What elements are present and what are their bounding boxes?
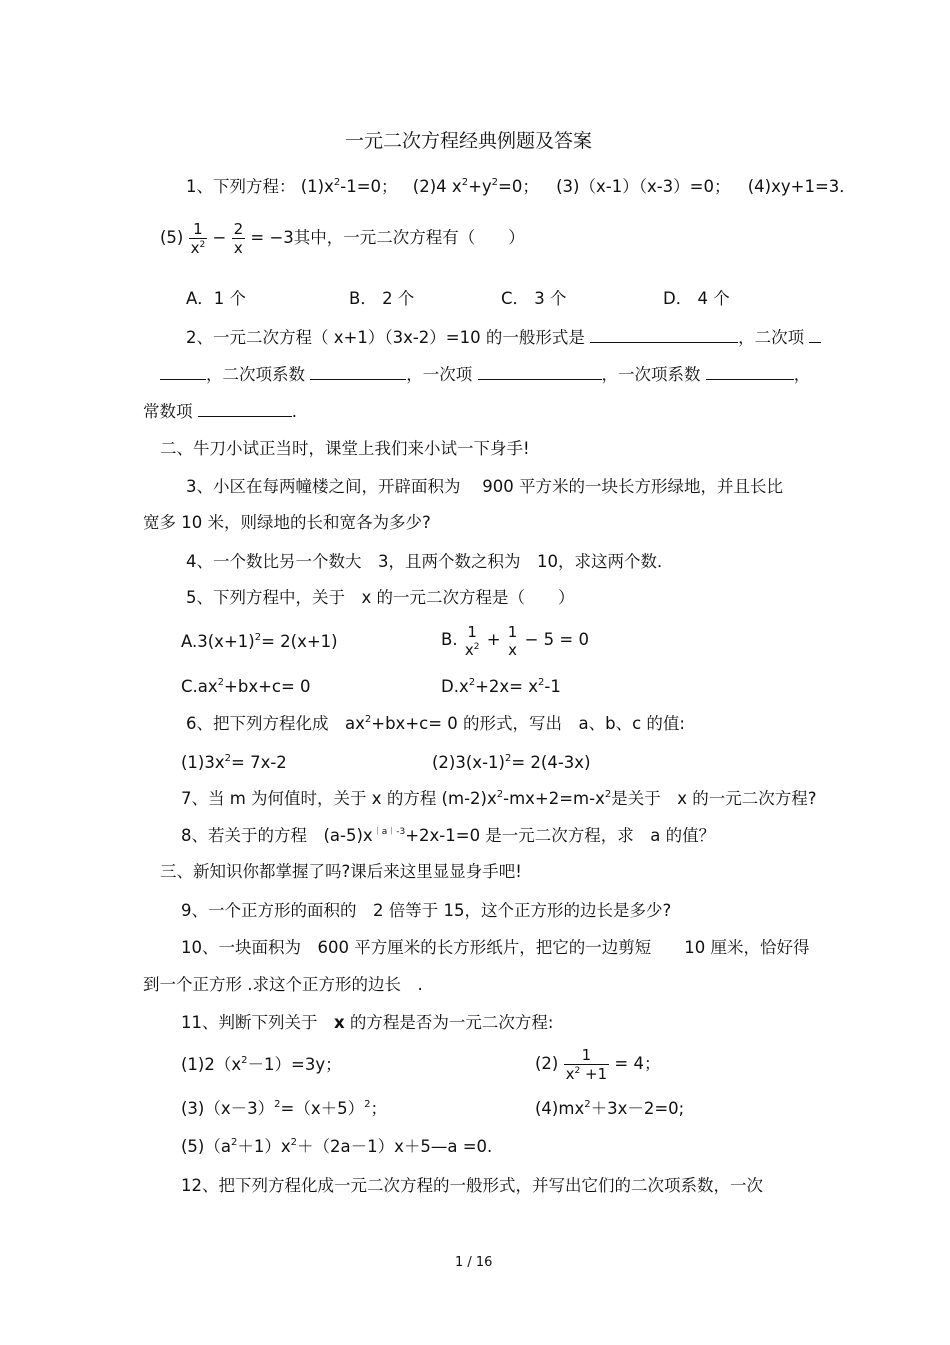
q11-part3: $(3)(x-3)^2=(x+5)^2$；: [181, 1099, 387, 1118]
q1-eq2: (2)4 $x^2+y^2=0$；: [412, 177, 539, 196]
q2-line3: 常数项 .: [143, 402, 297, 421]
option-a: A．1 个: [186, 289, 247, 308]
q6-part2: $(2)3(x-1)^2= 2(4-3x)$: [432, 753, 591, 772]
q1-line1: [186, 176, 856, 198]
q2-line2: ，二次项系数 ，一次项 ，一次项系数 ，: [160, 364, 810, 386]
q1-options: [186, 288, 730, 310]
q1-eq4: (4)xy+1=3．: [747, 177, 856, 196]
q11-part1: $(1)2(x^2-1)=3y$；: [181, 1055, 342, 1074]
fraction-1-over-x: 1 x: [507, 622, 518, 659]
page-title: 一元二次方程经典例题及答案: [345, 130, 593, 152]
q2-line1: 2、一元二次方程（ x+1）（3x-2）=10 的一般形式是 ，二次项: [186, 327, 821, 349]
q5-option-c: $C.ax^2+bx+c= 0$: [181, 677, 311, 696]
answer-blank[interactable]: [809, 328, 821, 343]
q9: 9、一个正方形的面积的 2 倍等于 15，这个正方形的边长是多少?: [181, 901, 672, 920]
answer-blank[interactable]: [160, 365, 206, 380]
option-c: C． 3 个: [501, 289, 567, 308]
answer-blank[interactable]: [478, 365, 602, 380]
fraction-2-over-x: $\frac{2}{x}$: [233, 220, 244, 257]
answer-blank[interactable]: [198, 402, 292, 417]
q5-option-b: B. 1 $x^2$ + 1 x − 5 = 0: [441, 622, 589, 659]
answer-blank[interactable]: [590, 328, 738, 343]
q11-part4: $(4)mx^2+3x-2=0$;: [535, 1099, 685, 1118]
q11-part2: (2) $\frac{1}{x^2 +1}$ = 4；: [535, 1046, 661, 1083]
answer-blank[interactable]: [310, 365, 406, 380]
q11-stem: 11、判断下列关于 x 的方程是否为一元二次方程:: [181, 1013, 554, 1032]
section-heading-2: 二、牛刀小试正当时，课堂上我们来小试一下身手!: [160, 439, 530, 458]
q6-part1: $(1)3x^2= 7x-2$: [181, 753, 287, 772]
option-d: D． 4 个: [663, 289, 730, 308]
section-heading-3: 三、新知识你都掌握了吗?课后来这里显显身手吧!: [160, 862, 522, 881]
q4: 4、一个数比另一个数大 3，且两个数之积为 10，求这两个数．: [186, 552, 674, 571]
q1-eq3: (3)（x-1）（x-3）=0；: [556, 177, 731, 196]
q3-line2: 宽多 10 米，则绿地的长和宽各为多少?: [143, 513, 431, 532]
q1-eq1: $(1)x^2-1=0$；: [300, 177, 398, 196]
q5-option-a: $A.3(x+1)^2= 2(x+1)$: [181, 632, 338, 651]
q10-line2: 到一个正方形 .求这个正方形的边长 .: [143, 975, 423, 994]
q11-part5: $(5)(a^2+1)x^2+(2a-1)x+5—a =0$.: [181, 1137, 493, 1156]
q7: 7、当 m 为何值时，关于 x 的方程 $(m-2)x^2-mx+2=m-x^2$是关于 x 的一元二次方程?: [181, 789, 817, 808]
q1-line2: (5) $\frac{1}{x^2}$ − $\frac{2}{x}$ = −3其中，一元二次方程有（ ）: [160, 220, 525, 257]
fraction-1-over-x2: 1 $x^2$: [464, 622, 480, 659]
q6-stem: 6、把下列方程化成 $ax^2+bx+c= 0$ 的形式，写出 a、b、c 的值:: [186, 714, 685, 733]
q12: 12、把下列方程化成一元二次方程的一般形式，并写出它们的二次项系数，一次: [181, 1176, 763, 1195]
q5-option-d: $D.x^2+2x= x^2-1$: [441, 677, 561, 696]
q10-line1: 10、一块面积为 600 平方厘米的长方形纸片，把它的一边剪短 10 厘米，恰好得: [181, 938, 810, 957]
answer-blank[interactable]: [706, 365, 794, 380]
q8: 8、若关于的方程 $(a-5)x^{︱a︱-3}+2x-1=0$ 是一元二次方程，求 a 的值？: [181, 826, 716, 845]
fraction-1-over-x2: $\frac{1}{x^2}$: [190, 220, 206, 257]
q3-line1: 3、小区在每两幢楼之间，开辟面积为 900 平方米的一块长方形绿地，并且长比: [186, 477, 783, 496]
fraction-1-over-x2-plus-1: $\frac{1}{x^2 +1}$: [565, 1046, 608, 1083]
q1-label: 1、下列方程：: [186, 177, 296, 196]
q5-stem: 5、下列方程中，关于 x 的一元二次方程是（ ）: [186, 588, 575, 607]
page-number: 1 / 16: [455, 1255, 493, 1270]
option-b: B． 2 个: [349, 289, 415, 308]
